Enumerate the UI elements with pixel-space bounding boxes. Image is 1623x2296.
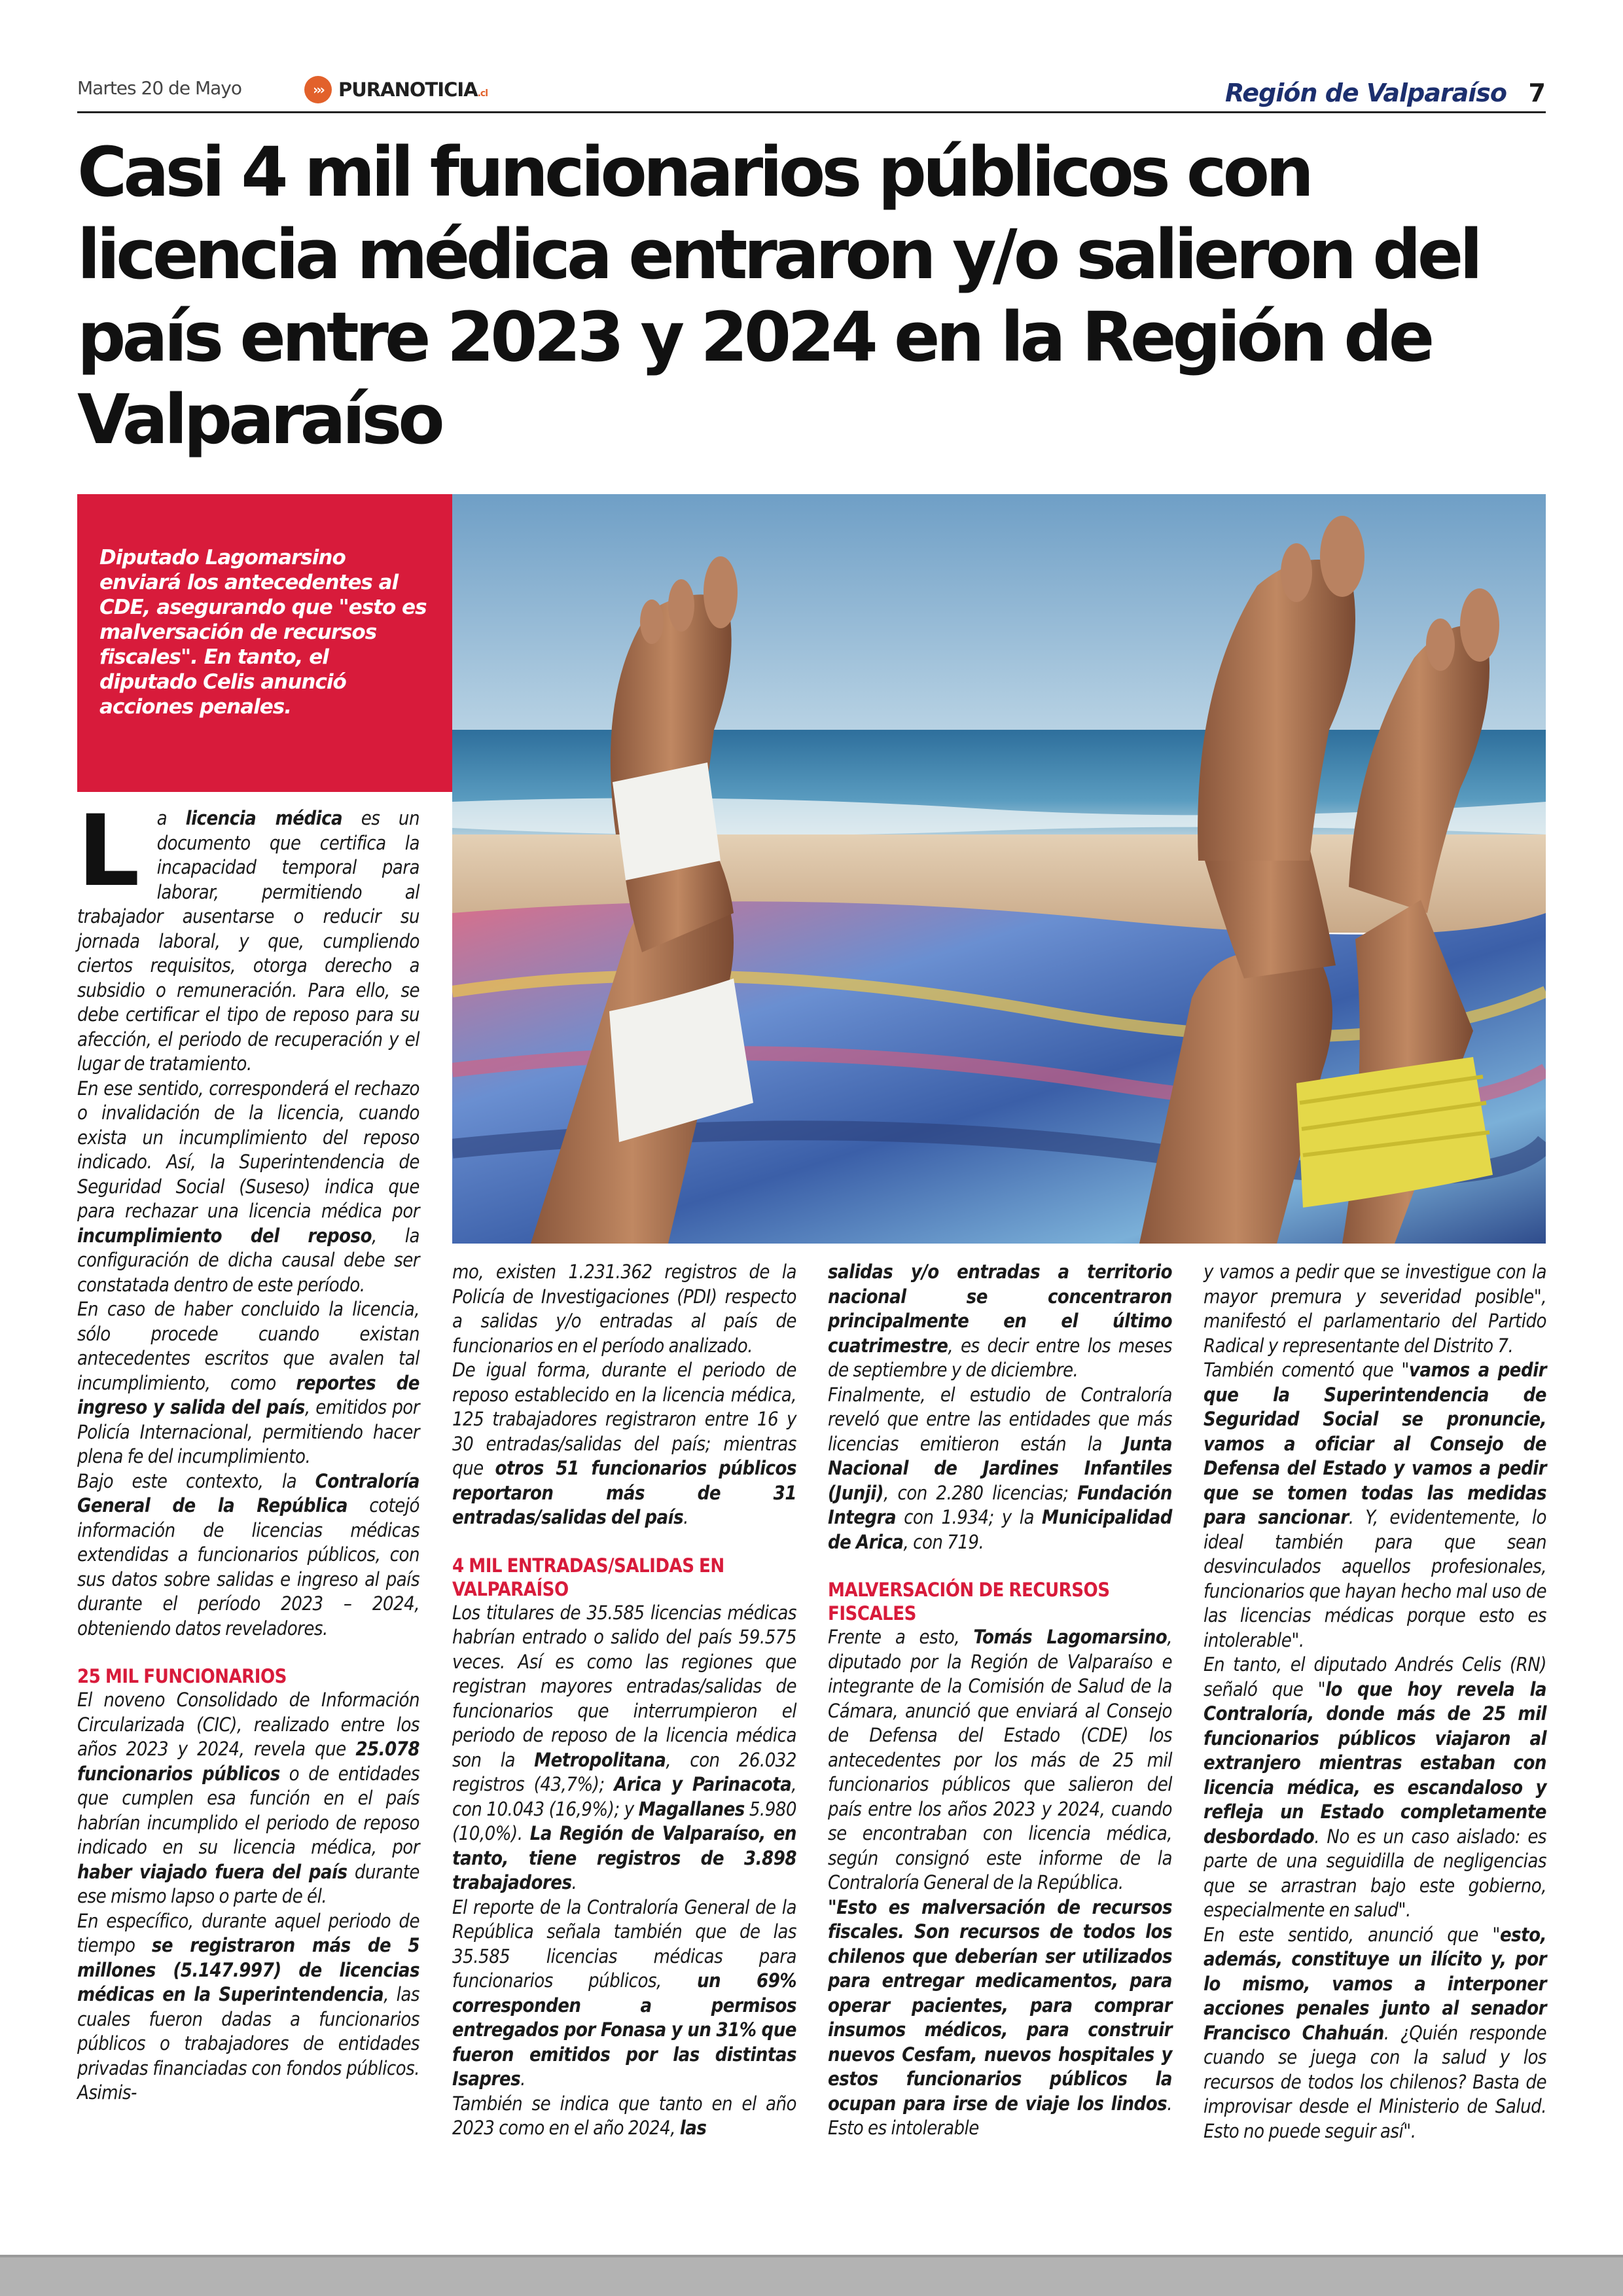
logo-name: PURANOTICIA (338, 79, 478, 101)
subheading: 25 MIL FUNCIONARIOS (77, 1665, 287, 1687)
paragraph: El reporte de la Contraloría General de la República señala también que de las 35.585 licencias médicas para funcionarios públicos, un 69% corresponden a permisos entregados por Fonasa y un 31% que fueron emitidos por las distintas Isapres. (452, 1895, 796, 2090)
section-title: Región de Valparaíso (1224, 79, 1507, 107)
paragraph: El noveno Consolidado de Información Circularizada (CIC), realizado entre los años 2023 y 2024, revela que 25.078 funcionarios públicos o de entidades que cumplen esa función en el país habrían incumplido el periodo de reposo indicado en su licencia médica, por haber viajado fuera del país durante ese mismo lapso o parte de él. (77, 1689, 419, 1907)
paragraph: En este sentido, anunció que "esto, además, constituye un ilícito y, por lo mismo, vamos a interponer acciones penales junto al senador Francisco Chahuán. ¿Quién responde cuando se juega con la salud y los recursos de todos los chilenos? Basta de improvisar desde el Ministerio de Salud. Esto no puede seguir así". (1204, 1923, 1547, 2142)
page-number: 7 (1528, 79, 1546, 107)
paragraph: En tanto, el diputado Andrés Celis (RN) señaló que "lo que hoy revela la Contraloría, donde más de 25 mil funcionarios públicos viajaron al extranjero mientras estaban con licencia médica, es escandaloso y refleja un Estado completamente desbordado. No es un caso aislado: es parte de una seguidilla de negligencias que se arrastran bajo este gobierno, especialmente en salud". (1204, 1653, 1546, 1921)
article-column-1 (77, 795, 420, 2106)
paragraph: En caso de haber concluido la licencia, sólo procede cuando existan antecedentes escritos que avalen tal incumplimiento, como reportes de ingreso y salida del país, emitidos por Policía Internacional, permitiendo hacer plena fe del incumplimiento. (77, 1298, 419, 1467)
paragraph: De igual forma, durante el periodo de reposo establecido en la licencia médica, 125 trabajadores registraron entre 16 y 30 entradas/salidas del país; mientras que otros 51 funcionarios públicos reportaron más de 31 entradas/salidas del país. (452, 1359, 796, 1528)
subheading: 4 MIL ENTRADAS/SALIDAS EN VALPARAÍSO (452, 1554, 724, 1600)
paragraph: Finalmente, el estudio de Contraloría reveló que entre las entidades que más licencias emitieron están la Junta Nacional de Jardines Infantiles (Junji), con 2.280 licencias; Fundación Integra con 1.934; y la Municipalidad de Arica, con 719. (828, 1383, 1172, 1553)
paragraph: En específico, durante aquel periodo de tiempo se registraron más de 5 millones (5.147.997) de licencias médicas en la Superintendencia, las cuales fueron dadas a funcionarios públicos o trabajadores de entidades privadas financiadas con fondos públicos. Asimis- (77, 1909, 420, 2104)
drop-cap: L (77, 795, 140, 908)
puranoticia-logo (304, 76, 488, 103)
paragraph: "Esto es malversación de recursos fiscales. Son recursos de todos los chilenos que deberían ser utilizados para entregar medicamentos, para operar pacientes, para comprar insumos médicos, para construir nuevos Cesfam, nuevos hospitales y estos funcionarios públicos la ocupan para irse de viaje los lindos. Esto es intolerable (828, 1895, 1172, 2139)
paragraph: También se indica que tanto en el año 2023 como en el año 2024, las (452, 2092, 796, 2139)
photo-bandaged-feet-beach-icon (452, 494, 1546, 1244)
paragraph: Los titulares de 35.585 licencias médicas habrían entrado o salido del país 59.575 veces. Así es como las regiones que registran mayores entradas/salidas de funcionarios que interrumpieron el periodo de reposo de la licencia médica son la Metropolitana, con 26.032 registros (43,7%); Arica y Parinacota, con 10.043 (16,9%); y Magallanes 5.980 (10,0%). La Región de Valparaíso, en tanto, tiene registros de 3.898 trabajadores. (452, 1601, 797, 1893)
paragraph: y vamos a pedir que se investigue con la mayor premura y severidad posible", manifestó el parlamentario del Partido Radical y representante del Distrito 7. (1204, 1261, 1546, 1357)
logo-arrows-icon: ››› (304, 76, 332, 103)
paragraph: Bajo este contexto, la Contraloría General de la República cotejó información de licencias médicas extendidas a funcionarios públicos, con sus datos sobre salidas e ingreso al país durante el período 2023 – 2024, obteniendo datos reveladores. (77, 1469, 420, 1640)
header-divider (77, 111, 1546, 113)
summary-box (77, 494, 452, 792)
paragraph: Frente a esto, Tomás Lagomarsino, diputado por la Región de Valparaíso e integrante de la Comisión de Salud de la Cámara, anunció que enviará al Consejo de Defensa del Estado (CDE) los antecedentes por los más de 25 mil funcionarios públicos que salieron del país entre los años 2023 y 2024, cuando se encontraban con licencia médica, según consignó este informe de la Contraloría General de la República. (828, 1626, 1172, 1893)
article-column-2 (452, 1260, 796, 2141)
article-column-4 (1204, 1260, 1546, 2144)
logo-suffix: .cl (477, 88, 488, 99)
issue-date: Martes 20 de Mayo (77, 77, 241, 99)
headline: Casi 4 mil funcionarios públicos con licencia médica entraron y/o salieron del país entre 2023 y 2024 en la Región de Valparaíso (77, 132, 1479, 459)
paragraph: También comentó que "vamos a pedir que la Superintendencia de Seguridad Social se pronuncie, vamos a oficiar al Consejo de Defensa del Estado y vamos a pedir que se tomen todas las medidas para sancionar. Y, evidentemente, lo ideal también para que sean desvinculados aquellos profesionales, funcionarios que hayan hecho mal uso de las licencias médicas porque esto es intolerable". (1204, 1359, 1546, 1651)
paragraph: La licencia médica es un documento que certifica la incapacidad temporal para laborar, permitiendo al trabajador ausentarse o reducir su jornada laboral, y que, cumpliendo ciertos requisitos, otorga derecho a subsidio o remuneración. Para ello, se debe certificar el tipo de reposo para su afección, el periodo de recuperación y el lugar de tratamiento. (77, 795, 419, 1075)
article-column-3 (828, 1260, 1172, 2141)
paragraph: En ese sentido, corresponderá el rechazo o invalidación de la licencia, cuando exista un incumplimiento del reposo indicado. Así, la Superintendencia de Seguridad Social (Suseso) indica que para rechazar una licencia médica por incumplimiento del reposo, la configuración de dicha causal debe ser constatada dentro de este período. (77, 1077, 419, 1296)
photo-illustration (452, 494, 1546, 1244)
summary-text: Diputado Lagomarsino enviará los antecedentes al CDE, asegurando que "esto es malversación de recursos fiscales". En tanto, el diputado Celis anunció acciones penales. (99, 546, 427, 719)
paragraph: mo, existen 1.231.362 registros de la Policía de Investigaciones (PDI) respecto a salidas y/o entradas al país de funcionarios en el período analizado. (452, 1261, 796, 1357)
subheading: MALVERSACIÓN DE RECURSOS FISCALES (828, 1579, 1110, 1624)
paragraph: salidas y/o entradas a territorio nacional se concentraron principalmente en el último cuatrimestre, es decir entre los meses de septiembre y de diciembre. (828, 1261, 1172, 1381)
